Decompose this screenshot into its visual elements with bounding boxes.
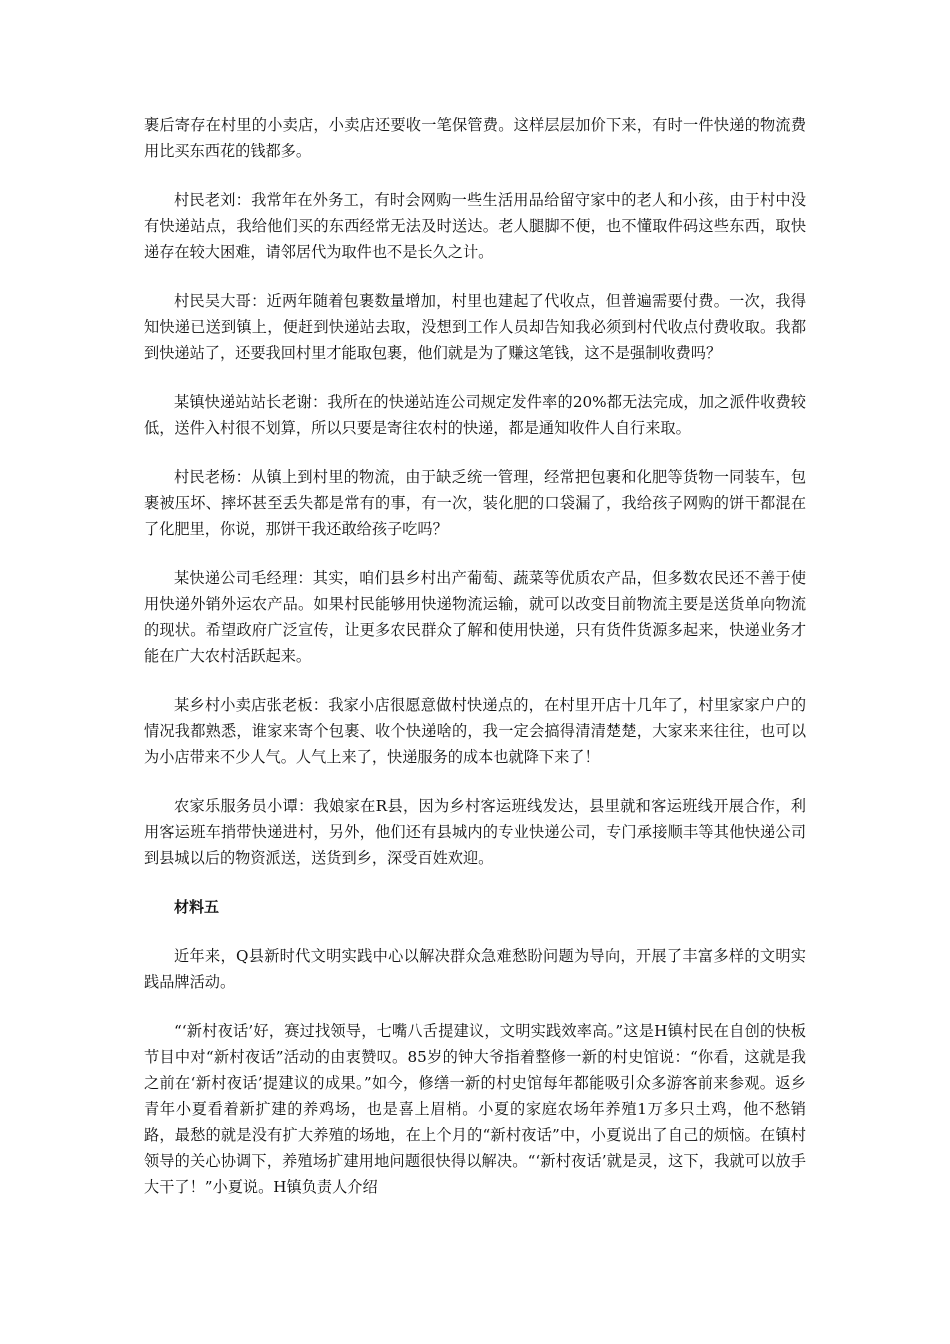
paragraph-shop-owner-zhang: 某乡村小卖店张老板：我家小店很愿意做村快递点的，在村里开店十几年了，村里家家户户的情况我都熟悉，谁家来寄个包裹、收个快递啥的，我一定会搞得清清楚楚，大家来来往往，也可以为小店带来不少人气。人气上来了，快递服务的成本也就降下来了！: [144, 696, 806, 766]
paragraph-villager-yang: 村民老杨：从镇上到村里的物流，由于缺乏统一管理，经常把包裹和化肥等货物一同装车，包裹被压坏、摔坏甚至丢失都是常有的事，有一次，装化肥的口袋漏了，我给孩子网购的饼干都混在了化肥里，你说，那饼干我还敢给孩子吃吗？: [144, 468, 806, 538]
paragraph-villager-liu: 村民老刘：我常年在外务工，有时会网购一些生活用品给留守家中的老人和小孩，由于村中没有快递站点，我给他们买的东西经常无法及时送达。老人腿脚不便，也不懂取件码这些东西，取快递存在较大困难，请邻居代为取件也不是长久之计。: [144, 191, 806, 261]
paragraph-new-village-talk: “‘新村夜话’好，赛过找领导，七嘴八舌提建议，文明实践效率高。”这是H镇村民在自创的快板节目中对“新村夜话”活动的由衷赞叹。85岁的钟大爷指着整修一新的村史馆说：“你看，这就是我之前在‘新村夜话’提建议的成果。”如今，修缮一新的村史馆每年都能吸引众多游客前来参观。返乡青年小夏看着新扩建的养鸡场，也是喜上眉梢。小夏的家庭农场年养殖1万多只土鸡，他不愁销路，最愁的就是没有扩大养殖的场地，在上个月的“新村夜话”中，小夏说出了自己的烦恼。在镇村领导的关心协调下，养殖场扩建用地问题很快得以解决。“‘新村夜话’就是灵，这下，我就可以放手大干了！”小夏说。H镇负责人介绍: [144, 1022, 806, 1196]
paragraph-station-manager-xie: 某镇快递站站长老谢：我所在的快递站连公司规定发件率的20%都无法完成，加之派件收费较低，送件入村很不划算，所以只要是寄往农村的快递，都是通知收件人自行来取。: [144, 393, 806, 437]
paragraph-villager-wu: 村民吴大哥：近两年随着包裹数量增加，村里也建起了代收点，但普遍需要付费。一次，我得知快递已送到镇上，便赶到快递站去取，没想到工作人员却告知我必须到村代收点付费收取。我都到快递站了，还要我回村里才能取包裹，他们就是为了赚这笔钱，这不是强制收费吗？: [144, 292, 806, 362]
paragraph-waiter-tan: 农家乐服务员小谭：我娘家在R县，因为乡村客运班线发达，县里就和客运班线开展合作，利用客运班车捎带快递进村，另外，他们还有县城内的专业快递公司，专门承接顺丰等其他快递公司到县城以后的物资派送，送货到乡，深受百姓欢迎。: [144, 797, 806, 867]
paragraph-intro: 近年来，Q县新时代文明实践中心以解决群众急难愁盼问题为导向，开展了丰富多样的文明实践品牌活动。: [144, 947, 806, 991]
section-heading: 材料五: [174, 898, 220, 916]
paragraph-manager-mao: 某快递公司毛经理：其实，咱们县乡村出产葡萄、蔬菜等优质农产品，但多数农民还不善于使用快递外销外运农产品。如果村民能够用快递物流运输，就可以改变目前物流主要是送货单向物流的现状。希望政府广泛宣传，让更多农民群众了解和使用快递，只有货件货源多起来，快递业务才能在广大农村活跃起来。: [144, 569, 806, 665]
document-page: [144, 112, 806, 1223]
paragraph-continued: 裹后寄存在村里的小卖店，小卖店还要收一笔保管费。这样层层加价下来，有时一件快递的物流费用比买东西花的钱都多。: [144, 116, 806, 160]
